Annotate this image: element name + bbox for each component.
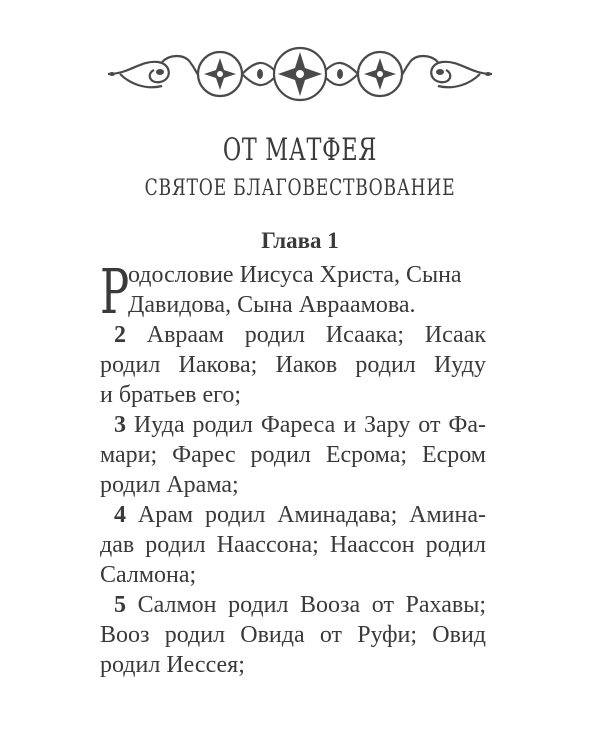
verse-3 xyxy=(100,410,486,500)
verse-line: Давидова, Сына Авраамова. xyxy=(128,292,416,318)
verse-line: мари; Фарес родил Есрома; Есром xyxy=(100,442,486,468)
verse-number: 2 xyxy=(114,322,126,348)
verse-5 xyxy=(100,590,486,680)
verse-line xyxy=(100,320,486,350)
verse-line xyxy=(100,590,486,620)
book-subtitle: СВЯТОЕ БЛАГОВЕСТВОВАНИЕ xyxy=(144,176,456,201)
verse-4 xyxy=(100,500,486,590)
verse-line xyxy=(100,410,486,440)
ornamental-header-icon xyxy=(100,40,500,104)
verse-line-text: Иуда родил Фареса и Зару от Фа- xyxy=(126,412,486,438)
verse-line-text: Авраам родил Исаака; Исаак xyxy=(126,322,486,348)
verse-line: одословие Иисуса Христа, Сына xyxy=(128,262,462,288)
chapter-heading: Глава 1 xyxy=(261,228,339,253)
verse-line: родил Иессея; xyxy=(100,652,245,678)
scripture-text xyxy=(100,255,486,680)
verse-line: родил Иакова; Иаков родил Иуду xyxy=(100,352,486,378)
verse-2 xyxy=(100,320,486,410)
verse-number: 4 xyxy=(114,502,126,528)
verse-1 xyxy=(100,255,486,328)
book-title: ОТ МАТФЕЯ xyxy=(222,132,378,168)
verse-number: 5 xyxy=(114,592,126,618)
verse-line: Вооз родил Овида от Руфи; Овид xyxy=(100,622,486,648)
verse-line: дав родил Наассона; Наассон родил xyxy=(100,532,486,558)
verse-line-text: Арам родил Аминадава; Амина- xyxy=(126,502,486,528)
verse-line xyxy=(100,500,486,530)
verse-line: родил Арама; xyxy=(100,472,239,498)
verse-line: Салмона; xyxy=(100,562,197,588)
verse-line-text: Салмон родил Вооза от Рахавы; xyxy=(126,592,486,618)
verse-number: 3 xyxy=(114,412,126,438)
drop-cap: Р xyxy=(100,255,130,328)
verse-line: и братьев его; xyxy=(100,382,242,408)
